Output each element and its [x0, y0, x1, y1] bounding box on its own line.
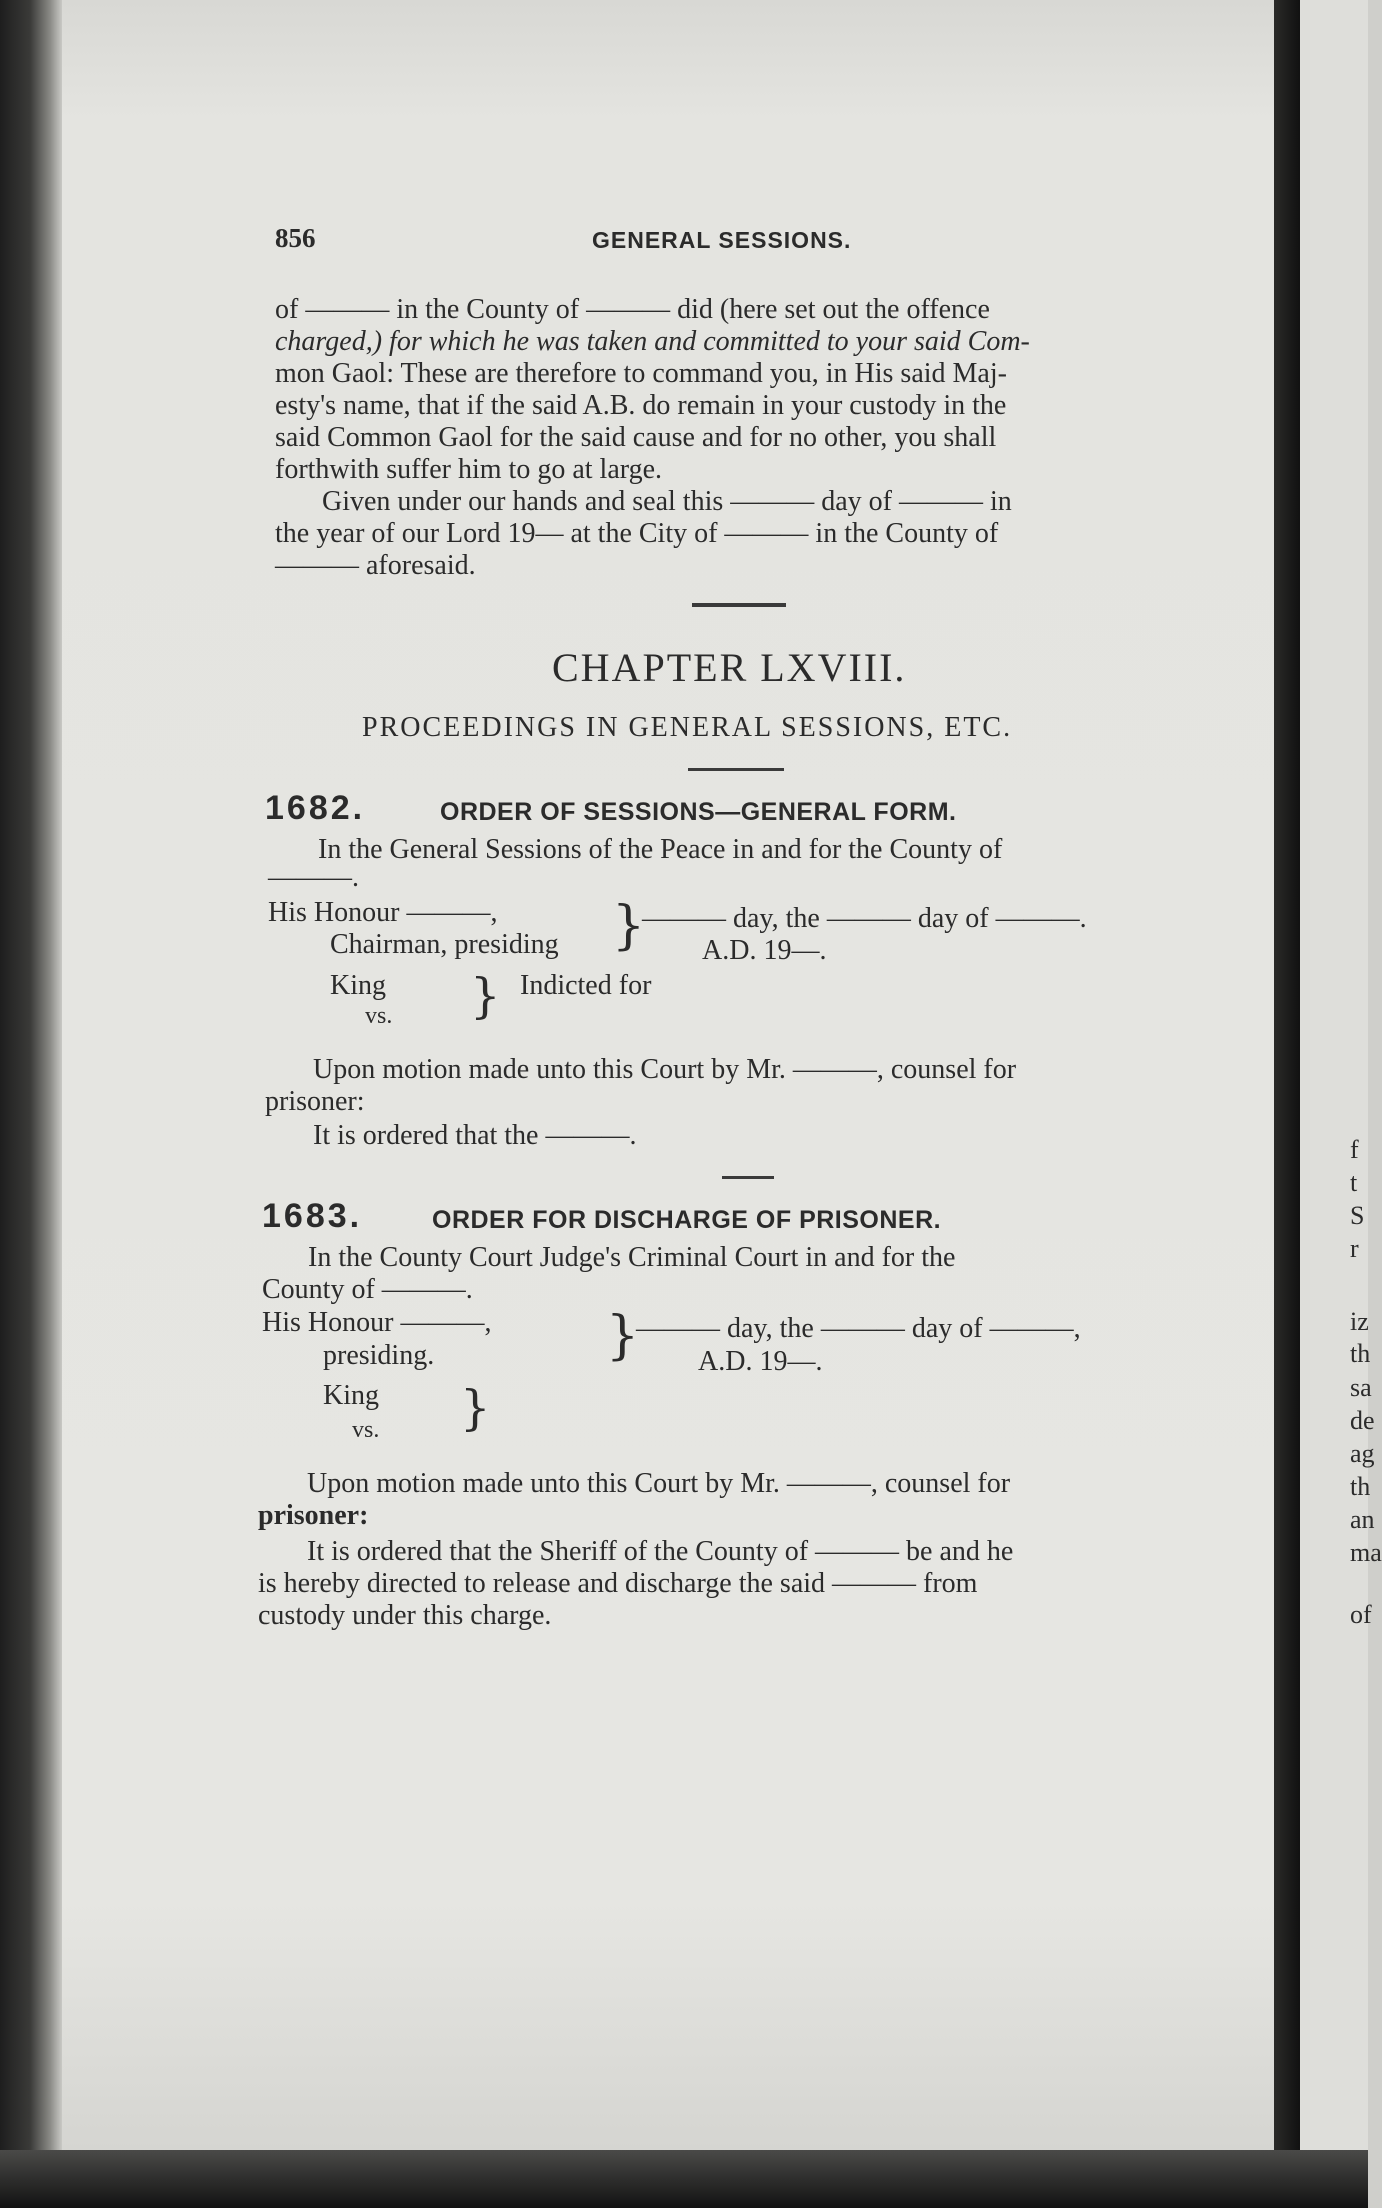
text-line: prisoner:: [258, 1500, 369, 1531]
section-divider: [692, 603, 786, 607]
section-title: ORDER FOR DISCHARGE OF PRISONER.: [432, 1206, 942, 1234]
facing-page-fragment: iz: [1350, 1307, 1369, 1336]
running-title: GENERAL SESSIONS.: [592, 227, 852, 253]
facing-page-fragment: S: [1350, 1201, 1365, 1230]
text-line: In the General Sessions of the Peace in and for the County of: [318, 834, 1003, 865]
text-line: A.D. 19—.: [702, 935, 827, 966]
text-line: Chairman, presiding: [330, 929, 559, 960]
facing-page-fragment: ag: [1350, 1439, 1375, 1468]
section-number: 1683.: [262, 1197, 363, 1235]
text-line: is hereby directed to release and discharge the said ——— from: [258, 1568, 978, 1599]
text-line: Indicted for: [520, 970, 652, 1001]
facing-page-fragment: t: [1350, 1168, 1358, 1197]
text-line: of ——— in the County of ——— did (here set out the offence: [275, 294, 990, 325]
chapter-title: CHAPTER LXVIII.: [552, 645, 907, 690]
text-line: vs.: [352, 1417, 380, 1443]
section-number: 1682.: [265, 789, 366, 827]
brace: }: [606, 1306, 640, 1366]
text-line: It is ordered that the Sheriff of the County of ——— be and he: [307, 1536, 1014, 1567]
text-line: County of ———.: [262, 1274, 473, 1305]
facing-page-fragment: th: [1350, 1339, 1371, 1368]
text-line: ——— day, the ——— day of ———.: [642, 903, 1087, 934]
text-line: His Honour ———,: [262, 1307, 492, 1338]
section-divider: [688, 768, 784, 771]
facing-page-fragment: r: [1350, 1234, 1359, 1263]
book-gutter-right: [1274, 0, 1300, 2208]
facing-page-fragment: th: [1350, 1472, 1371, 1501]
chapter-subtitle: PROCEEDINGS IN GENERAL SESSIONS, ETC.: [362, 712, 1013, 743]
facing-page-fragment: de: [1350, 1406, 1375, 1435]
text-line: vs.: [365, 1003, 393, 1029]
section-divider: [722, 1176, 774, 1179]
text-line: ——— aforesaid.: [275, 550, 476, 581]
facing-page-fragment: sa: [1350, 1373, 1372, 1402]
text-line: esty's name, that if the said A.B. do remain in your custody in the: [275, 390, 1007, 421]
facing-page-fragment: f: [1350, 1135, 1359, 1164]
text-line: Given under our hands and seal this ——— day of ——— in: [322, 486, 1012, 517]
facing-page-fragment: of: [1350, 1600, 1372, 1629]
facing-page: [1300, 0, 1371, 2160]
text-line: His Honour ———,: [268, 897, 498, 928]
text-line: In the County Court Judge's Criminal Court in and for the: [308, 1242, 956, 1273]
book-gutter-left: [0, 0, 62, 2208]
facing-page-fragment: ma: [1350, 1538, 1382, 1567]
text-line: King: [330, 970, 386, 1001]
text-line: the year of our Lord 19— at the City of ——— in the County of: [275, 518, 999, 549]
brace: }: [612, 896, 646, 956]
brace: }: [460, 1380, 491, 1436]
text-line: Upon motion made unto this Court by Mr. ———, counsel for: [313, 1054, 1017, 1085]
text-line: prisoner:: [265, 1086, 365, 1117]
scan-bottom-edge: [0, 2150, 1368, 2208]
text-line: ———.: [268, 862, 359, 893]
section-title: ORDER OF SESSIONS—GENERAL FORM.: [440, 798, 957, 826]
text-line: It is ordered that the ———.: [313, 1120, 637, 1151]
text-line: King: [323, 1380, 379, 1411]
text-line: mon Gaol: These are therefore to command you, in His said Maj-: [275, 358, 1007, 389]
text-line: A.D. 19—.: [698, 1346, 823, 1377]
page-number: 856: [275, 223, 316, 253]
text-line: ——— day, the ——— day of ———,: [636, 1313, 1081, 1344]
text-line: forthwith suffer him to go at large.: [275, 454, 662, 485]
text-line: presiding.: [323, 1340, 435, 1371]
text-line: Upon motion made unto this Court by Mr. ———, counsel for: [307, 1468, 1011, 1499]
brace: }: [470, 968, 501, 1024]
text-line: said Common Gaol for the said cause and for no other, you shall: [275, 422, 997, 453]
facing-page-fragment: an: [1350, 1505, 1375, 1534]
text-line: custody under this charge.: [258, 1600, 552, 1631]
text-line: charged,) for which he was taken and committed to your said Com-: [275, 326, 1030, 357]
